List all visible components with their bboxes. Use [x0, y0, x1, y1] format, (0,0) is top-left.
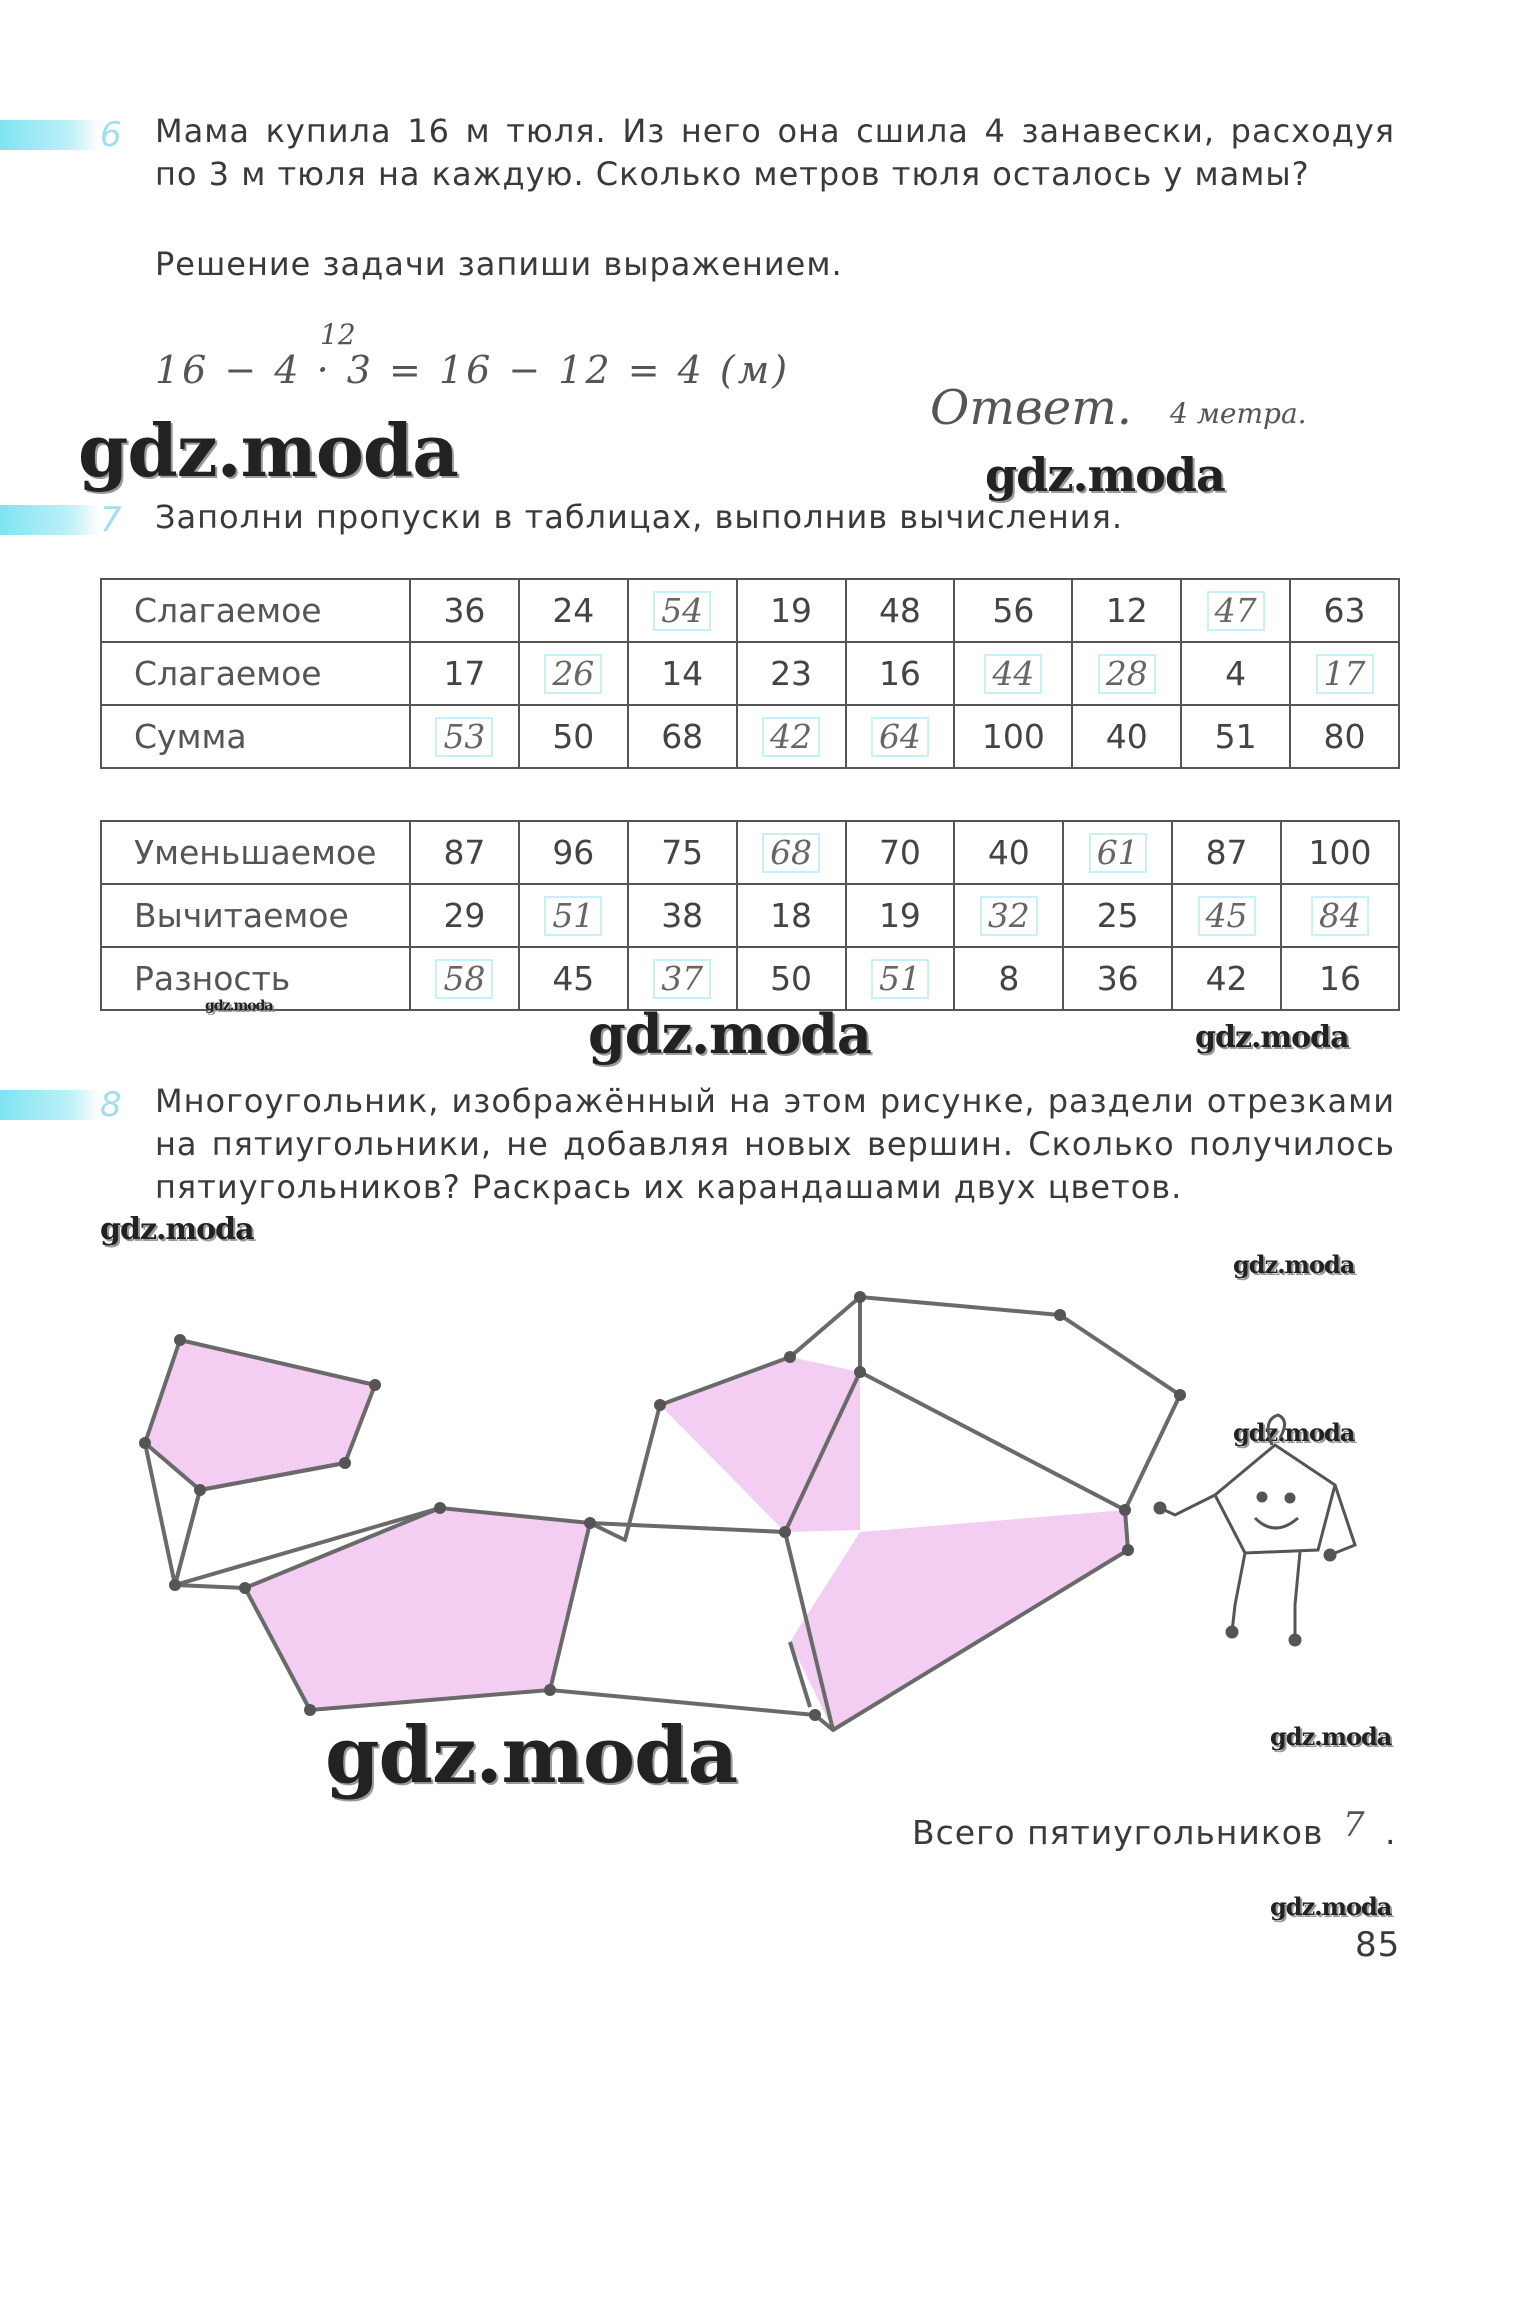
watermark: gdz.moda — [1195, 1020, 1349, 1055]
table-cell: 50 — [519, 705, 628, 768]
handwritten-cell — [410, 947, 519, 1010]
handwritten-value: 45 — [1198, 896, 1256, 936]
table-cell: 19 — [846, 884, 955, 947]
table-row — [101, 579, 1399, 642]
task-marker — [0, 120, 100, 150]
table-row — [101, 705, 1399, 768]
table-cell: 36 — [410, 579, 519, 642]
handwritten-solution: 16 − 4 · 3 = 16 − 12 = 4 (м) — [155, 348, 791, 392]
watermark: gdz.moda — [205, 998, 273, 1014]
watermark: gdz.moda — [1270, 1892, 1392, 1921]
watermark: gdz.moda — [1233, 1418, 1355, 1447]
handwritten-value: 68 — [762, 833, 820, 873]
table-cell: 14 — [628, 642, 737, 705]
table-cell: 50 — [737, 947, 846, 1010]
table-cell: 51 — [1181, 705, 1290, 768]
table-cell: 100 — [954, 705, 1072, 768]
answer-value: 4 метра. — [1170, 397, 1307, 430]
table-cell: 75 — [628, 821, 737, 884]
table-row — [101, 884, 1399, 947]
table-cell: 16 — [846, 642, 955, 705]
handwritten-cell — [954, 642, 1072, 705]
total-value: 7 — [1343, 1805, 1365, 1845]
table-row — [101, 821, 1399, 884]
handwritten-value: 42 — [762, 717, 820, 757]
row-label: Сумма — [101, 705, 410, 768]
handwritten-value: 64 — [871, 717, 929, 757]
table-cell: 87 — [1172, 821, 1281, 884]
task-text: Мама купила 16 м тюля. Из него она сшила 4 занавески, расходуя по 3 м тюля на каждую. Сколько метров тюля осталось у мамы? — [155, 112, 1395, 193]
table-cell: 40 — [954, 821, 1063, 884]
handwritten-cell — [1281, 884, 1399, 947]
table-cell: 8 — [954, 947, 1063, 1010]
handwritten-cell — [846, 705, 955, 768]
handwritten-value: 37 — [653, 959, 711, 999]
pentagon-character — [1155, 1415, 1355, 1645]
table-cell: 70 — [846, 821, 955, 884]
handwritten-value: 44 — [984, 654, 1042, 694]
handwritten-value: 53 — [435, 717, 493, 757]
row-label: Слагаемое — [101, 579, 410, 642]
table-cell: 80 — [1290, 705, 1399, 768]
table-cell: 40 — [1072, 705, 1181, 768]
table-cell: 17 — [410, 642, 519, 705]
row-label: Вычитаемое — [101, 884, 410, 947]
table-cell: 87 — [410, 821, 519, 884]
total-label: Всего пятиугольников — [912, 1813, 1324, 1852]
handwritten-cell — [1063, 821, 1172, 884]
row-label: Разность — [101, 947, 410, 1010]
watermark: gdz.moda — [588, 1002, 871, 1066]
table-cell: 24 — [519, 579, 628, 642]
table-cell: 38 — [628, 884, 737, 947]
total-period: . — [1385, 1813, 1397, 1852]
handwritten-cell — [1072, 642, 1181, 705]
handwritten-value: 61 — [1089, 833, 1147, 873]
addition-table — [100, 578, 1400, 769]
handwritten-cell — [737, 821, 846, 884]
table-cell: 45 — [519, 947, 628, 1010]
handwritten-value: 51 — [871, 959, 929, 999]
table-cell: 25 — [1063, 884, 1172, 947]
handwritten-cell — [628, 579, 737, 642]
handwritten-cell — [410, 705, 519, 768]
page-number: 85 — [1355, 1925, 1401, 1965]
handwritten-value: 17 — [1316, 654, 1374, 694]
handwritten-cell — [519, 884, 628, 947]
table-cell: 56 — [954, 579, 1072, 642]
table-cell: 16 — [1281, 947, 1399, 1010]
handwritten-value: 28 — [1098, 654, 1156, 694]
watermark: gdz.moda — [985, 448, 1225, 502]
handwritten-cell — [1181, 579, 1290, 642]
row-label: Слагаемое — [101, 642, 410, 705]
answer-label: Ответ. — [930, 380, 1132, 436]
handwritten-cell — [737, 705, 846, 768]
handwritten-cell — [1290, 642, 1399, 705]
task-marker — [0, 505, 100, 535]
table-cell: 63 — [1290, 579, 1399, 642]
table-cell: 29 — [410, 884, 519, 947]
handwritten-cell — [1172, 884, 1281, 947]
handwritten-value: 32 — [980, 896, 1038, 936]
table-cell: 68 — [628, 705, 737, 768]
handwritten-value: 84 — [1311, 896, 1369, 936]
handwritten-cell — [628, 947, 737, 1010]
task-number: 7 — [100, 500, 122, 540]
handwritten-cell — [954, 884, 1063, 947]
table-row — [101, 947, 1399, 1010]
table-cell: 36 — [1063, 947, 1172, 1010]
table-cell: 96 — [519, 821, 628, 884]
task-number: 6 — [100, 115, 122, 155]
table-cell: 18 — [737, 884, 846, 947]
handwritten-value: 58 — [435, 959, 493, 999]
handwritten-value: 54 — [653, 591, 711, 631]
handwritten-note: 12 — [320, 318, 356, 351]
watermark: gdz.moda — [1270, 1722, 1392, 1751]
watermark: gdz.moda — [78, 408, 458, 493]
row-label: Уменьшаемое — [101, 821, 410, 884]
task-text: Многоугольник, изображённый на этом рисунке, раздели отрезками на пятиугольники, не добавляя новых вершин. Сколько получилось пятиугольников? Раскрась их карандашами двух цветов. — [155, 1082, 1395, 1206]
table-cell: 4 — [1181, 642, 1290, 705]
task-number: 8 — [100, 1085, 122, 1125]
handwritten-cell — [519, 642, 628, 705]
task-marker — [0, 1090, 100, 1120]
watermark: gdz.moda — [100, 1212, 254, 1247]
handwritten-value: 47 — [1207, 591, 1265, 631]
handwritten-value: 51 — [544, 896, 602, 936]
table-cell: 48 — [846, 579, 955, 642]
watermark: gdz.moda — [1233, 1250, 1355, 1279]
table-cell: 42 — [1172, 947, 1281, 1010]
table-row — [101, 642, 1399, 705]
handwritten-value: 26 — [544, 654, 602, 694]
task-text: Заполни пропуски в таблицах, выполнив вычисления. — [155, 498, 1123, 536]
watermark: gdz.moda — [325, 1710, 738, 1801]
pink-fill — [145, 1340, 1128, 1730]
table-cell: 12 — [1072, 579, 1181, 642]
table-cell: 100 — [1281, 821, 1399, 884]
subtraction-table — [100, 820, 1400, 1011]
table-cell: 23 — [737, 642, 846, 705]
task-instruction: Решение задачи запиши выражением. — [155, 245, 843, 283]
handwritten-cell — [846, 947, 955, 1010]
polygon-figure — [0, 1260, 1538, 2320]
table-cell: 19 — [737, 579, 846, 642]
